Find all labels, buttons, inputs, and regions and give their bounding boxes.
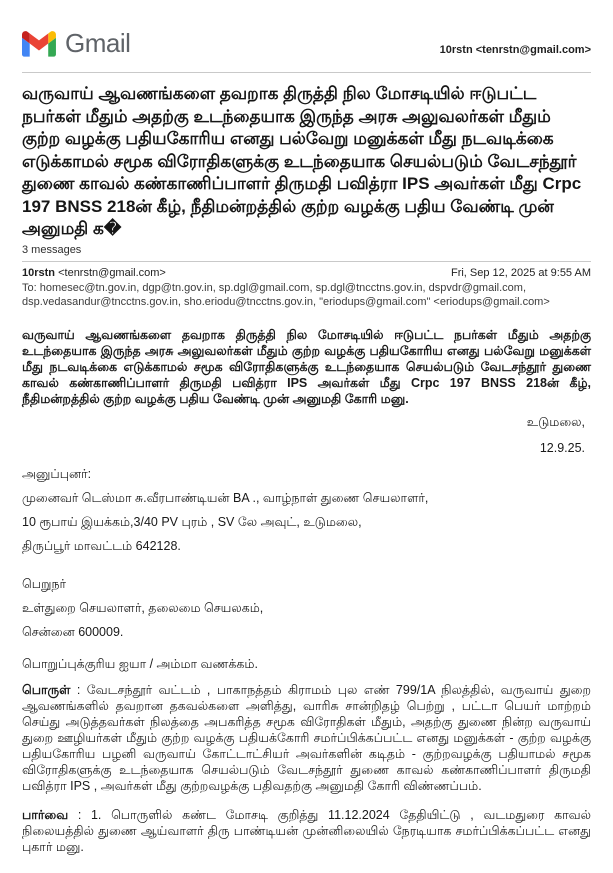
account-email: 10rstn <tenrstn@gmail.com> (439, 44, 591, 56)
message-header (22, 267, 591, 310)
message-count: 3 messages (22, 243, 82, 256)
message-body (22, 327, 591, 855)
subject-paragraph (22, 682, 591, 794)
subject-text: : வேடசந்தூர் வட்டம் , பாகாநத்தம் கிராமம் புல எண் 799/1A நிலத்தில், வருவாய் துறை ஆவணங்களில் தவறான தகவல்களை அளித்து, வாரிசு சான்றிதழ் பெற்று , பட்டா பெயர் மாற்றம் செய்து அடுத்தவர்கள் நிலத்தை அபகரித்த சமூக விரோதிகள் மீதும், அதற்கு துணை நின்ற வருவாய் துறை ஊழியர்கள் மீதும் குற்ற வழக்கு பதியக்கோரி சமர்ப்பிக்கப்பட்ட எனது மனுக்கள் - குற்ற வழக்கு பதியகோரிய பழனி வருவாய் கோட்டாட்சியர் அவர்களின் கடிதம் - குற்றவழக்கு பதியாமல் சமூக விரோதிகளுக்கு உடந்தையாக செயல்படும் வேடசந்தூர் துணை காவல் கண்காணிப்பாளர் திருமதி பவித்ரா IPS , அவர்கள் மீது குற்றவழக்கு பதிவதற்கு அனுமதி கோரி விண்ணப்பம். (22, 682, 591, 793)
from-email: <tenrstn@gmail.com> (58, 266, 166, 279)
sender-address-2: 10 ரூபாய் இயக்கம்,3/40 PV புரம் , SV லே அவுட், உடுமலை, (22, 514, 362, 529)
topbar (22, 0, 591, 59)
salutation: பொறுப்புக்குரிய ஐயா / அம்மா வணக்கம். (22, 656, 258, 671)
body-paragraph-main: வருவாய் ஆவணங்களை தவறாக திருத்தி நில மோசடியில் ஈடுபட்ட நபர்கள் மீதும் அதற்கு உடந்தையாக இருந்த அரசு அலுவலர்கள் மீதும் குற்ற வழக்கு பதியகோரிய எனது பல்வேறு மனுக்கள் மீது நடவடிக்கை எடுக்காமல் சமூக விரோதிகளுக்கு உடந்தையாக செயல்படும் வேடசந்தூர் துணை காவல் கண்காணிப்பாளர் திருமதி பவித்ரா IPS அவர்கள் மீது Crpc 197 BNSS 218ன் கீழ், நீதிமன்றத்தில் குற்ற வழக்கு பதிய வேண்டி முன் அனுமதி கோரி மனு. (22, 327, 591, 406)
divider-header (22, 261, 591, 262)
sender-address-1: முனைவர் டெஸ்மா சு.வீரபாண்டியன் BA ., வாழ்நாள் துணை செயலாளர், (22, 490, 429, 505)
message-date: Fri, Sep 12, 2025 at 9:55 AM (450, 266, 591, 279)
receiver-address-2: சென்னை 600009. (22, 624, 124, 639)
sender-address-3: திருப்பூர் மாவட்டம் 642128. (22, 538, 181, 553)
gmail-m-icon (22, 31, 56, 57)
from-line (22, 267, 166, 279)
receiver-address-1: உள்துறை செயலாளர், தலைமை செயலகம், (22, 600, 264, 615)
thread-subject: வருவாய் ஆவணங்களை தவறாக திருத்தி நில மோசடியில் ஈடுபட்ட நபர்கள் மீதும் அதற்கு உடந்தையாக இருந்த அரசு அலுவலர்கள் மீதும் குற்ற வழக்கு பதியகோரிய எனது பல்வேறு மனுக்கள் மீது நடவடிக்கை எடுக்காமல் சமூக விரோதிகளுக்கு உடந்தையாக செயல்படும் வேடசந்தூர் துணை காவல் கண்காணிப்பாளர் திருமதி பவித்ரா IPS அவர்கள் மீது Crpc 197 BNSS 218ன் கீழ், நீதிமன்றத்தில் குற்ற வழக்கு பதிய வேண்டி முன் அனுமதி க� (22, 84, 582, 238)
from-name: 10rstn (22, 266, 56, 279)
gmail-wordmark: Gmail (65, 28, 131, 58)
reference-text: : 1. பொருளில் கண்ட மோசடி குறித்து 11.12.2024 தேதியிட்டு , வடமதுரை காவல் நிலையத்தில் துணை ஆய்வாளர் திரு பாண்டியன் முன்னிலையில் நேரடியாக சமர்ப்பிக்கப்பட்ட எனது புகார் மனு. (22, 807, 591, 854)
sender-label: அனுப்புனர்: (22, 466, 92, 481)
subject-label: பொருள் (22, 682, 71, 697)
to-recipients: To: homesec@tn.gov.in, dgp@tn.gov.in, sp.dgl@gmail.com, sp.dgl@tncctns.gov.in, dspvdr@gmail.com, dsp.vedasandur@tncctns.gov.in, sho.eriodu@tncctns.gov.in, "eriodups@gmail.com" <eriodups@gmail.com> (22, 281, 550, 308)
receiver-label: பெறுநர் (22, 576, 67, 591)
letter-date-line: 12.9.25. (539, 440, 585, 455)
reference-paragraph (22, 807, 591, 855)
divider-top (22, 72, 591, 73)
gmail-logo (22, 28, 130, 59)
reference-label: பார்வை (22, 807, 69, 822)
place-date-block (22, 414, 591, 456)
place-line: உடுமலை, (526, 414, 585, 429)
